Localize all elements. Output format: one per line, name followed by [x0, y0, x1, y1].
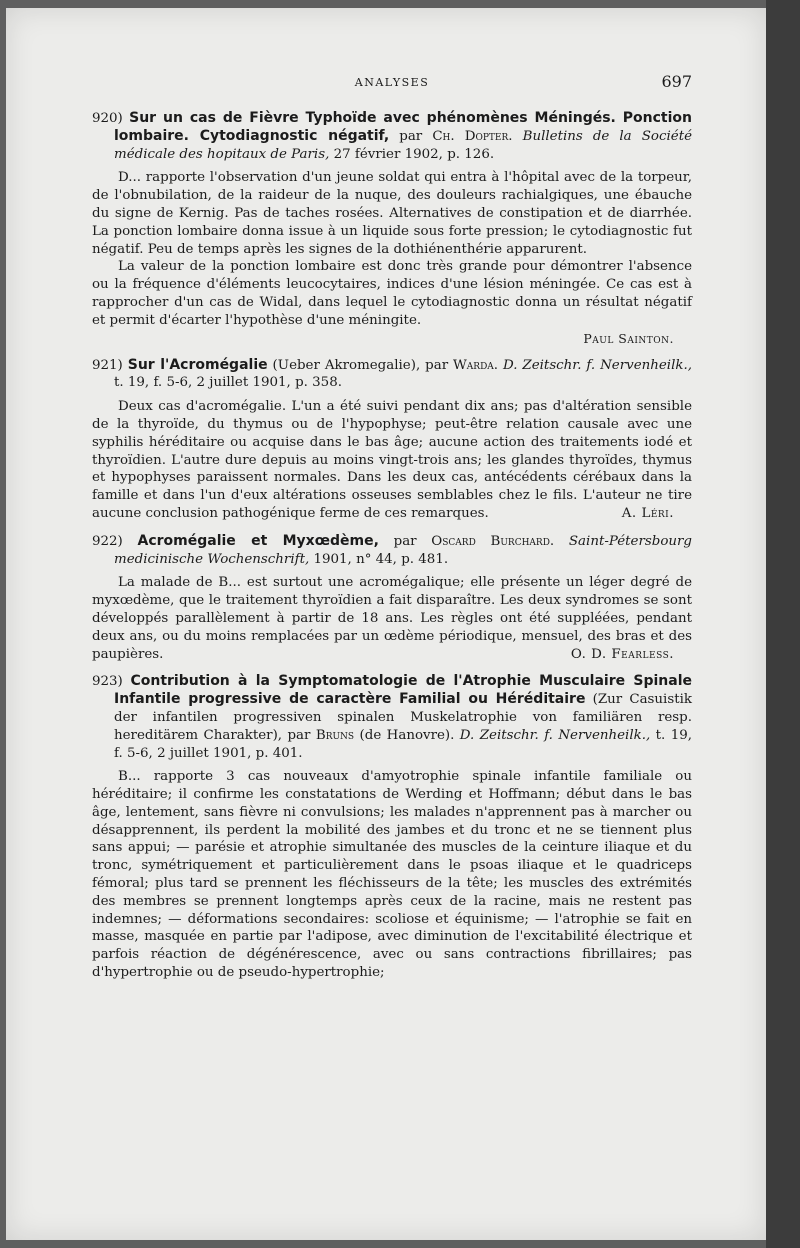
scan-border [766, 0, 800, 1248]
article-number: 923) [92, 674, 123, 690]
article-number: 921) [92, 357, 123, 373]
article-source: D. Zeitschr. f. Nervenheilk., [454, 727, 651, 743]
article-heading [92, 110, 692, 163]
article-by: par [389, 128, 433, 144]
page-number: 697 [661, 72, 692, 91]
article-922 [92, 533, 692, 664]
article-title: Sur l'Acromégalie [127, 356, 268, 373]
article-by: (Ueber Akromegalie), par [267, 357, 454, 373]
article-number: 920) [92, 111, 123, 126]
article-author: Warda. [453, 357, 499, 373]
article-title: Sur un cas de Fièvre Typhoïde avec phénomènes Méningés. Ponction lombaire. Cytodiagnostic négatif, [114, 110, 693, 144]
article-heading [92, 673, 692, 762]
running-title: ANALYSES [354, 76, 430, 89]
article-title: Acromégalie et Myxœdème, [137, 532, 379, 549]
article-title: Contribution à la Symptomatologie de l'Atrophie Musculaire Spinale Infantile progressive de caractère Familial ou Héréditaire [114, 673, 692, 708]
article-921 [92, 357, 692, 523]
article-923 [92, 673, 692, 982]
article-paragraph [92, 392, 692, 523]
article-number: 922) [92, 533, 123, 549]
page-content [92, 70, 692, 982]
article-paragraph: D... rapporte l'observation d'un jeune soldat qui entra à l'hôpital avec de la torpeur, de l'obnubilation, de la raideur de la nuque, des douleurs rachialgiques, une ébauche du signe de Kernig. Pas de taches rosées. Alternatives de constipation et de diarrhée. La ponction lombaire donna issue à un liquide sous forte pression; le cytodiagnostic fut négatif. Peu de temps après les signes de la dothiénenthérie apparurent. [92, 170, 692, 257]
running-header [92, 70, 692, 100]
article-author-location: (de Hanovre). [354, 727, 455, 743]
article-details: 1901, n° 44, p. 481. [309, 551, 449, 567]
article-signature: Paul Sainton. [583, 330, 674, 346]
article-by: par [378, 533, 432, 549]
article-paragraph: B... rapporte 3 cas nouveaux d'amyotrophie spinale infantile familiale ou héréditaire; il confirme les constatations de Werding et Hoffmann; début dans le bas âge, lentement, sans fièvre ni convulsions; les malades n'apprennent pas à marcher ou désapprennent, ils perdent la mobilité des jambes et du tronc et ne se tiennent plus sans appui; — parésie et atrophie simultanée des muscles de la ceinture iliaque et du tronc, symétriquement et particulièrement dans le psoas iliaque et le quadriceps fémoral; plus tard se prennent les fléchisseurs de la tête; les muscles des extrémités des membres se prennent longtemps après ceux de la racine, mais ne restent pas indemnes; — déformations secondaires: scoliose et équinisme; — l'atrophie se fait en masse, masquée en partie par l'adipose, avec diminution de l'excitabilité électrique et parfois réaction de dégénérescence, avec ou sans contractions fibrillaires; pas d'hypertrophie ou de pseudo-hypertrophie; [92, 769, 692, 981]
article-author: Bruns [315, 727, 355, 743]
article-paragraph: La valeur de la ponction lombaire est donc très grande pour démontrer l'absence ou la fréquence d'éléments leucocytaires, indices d'une lésion méningée. Ce cas est à rapprocher d'un cas de Widal, dans lequel le cytodiagnostic donna un résultat négatif et permit d'écarter l'hypothèse d'une méningite. [92, 259, 692, 328]
article-details: t. 19, f. 5-6, 2 juillet 1901, p. 358. [114, 375, 342, 391]
article-details: t. 19, f. 5-6, 2 juillet 1901, p. 401. [114, 727, 693, 761]
article-author: Ch. Dopter. [432, 128, 513, 144]
article-source: Saint-Pétersbourg medicinische Wochenschrift, [114, 533, 692, 567]
article-signature: A. Léri. [621, 505, 674, 521]
article-author: Oscard Burchard. [431, 533, 555, 549]
article-details: 27 février 1902, p. 126. [329, 146, 495, 162]
article-source: Bulletins de la Société médicale des hopitaux de Paris, [114, 128, 692, 162]
article-paragraph [92, 568, 692, 663]
article-source: D. Zeitschr. f. Nervenheilk., [498, 357, 692, 373]
article-920 [92, 110, 692, 347]
article-heading [92, 357, 692, 393]
article-by: (Zur Casuistik der infantilen progressiven spinalen Muskelatrophie von familiären resp. hereditärem Charakter), par [114, 692, 692, 743]
paragraph-text: Deux cas d'acromégalie. L'un a été suivi pendant dix ans; pas d'altération sensible de la thyroïde, du thymus ou de l'hypophyse; peut-être relation causale avec une syphilis héréditaire ou acquise dans le bas âge; aucune action des traitements iodé et thyroïdien. L'autre dure depuis au moins vingt-trois ans; les glandes thyroïdes, thymus et hypophyses paraissent normales. Dans les deux cas, antécédents cérébaux dans la famille et dans l'un d'eux altérations osseuses semblables chez le fils. L'auteur ne tire aucune conclusion pathogénique ferme de ces remarques. [92, 399, 692, 521]
article-signature: O. D. Fearless. [570, 646, 674, 662]
paragraph-text: La malade de B... est surtout une acromégalique; elle présente un léger degré de myxœdème, que le traitement thyroïdien a fait disparaître. Les deux syndromes se sont développés parallèlement à partir de 18 ans. Les règles ont été suppléées, pendant deux ans, ou du moins remplacées par un œdème périodique, mensuel, des bras et des paupières. [92, 575, 692, 662]
article-heading [92, 533, 692, 569]
